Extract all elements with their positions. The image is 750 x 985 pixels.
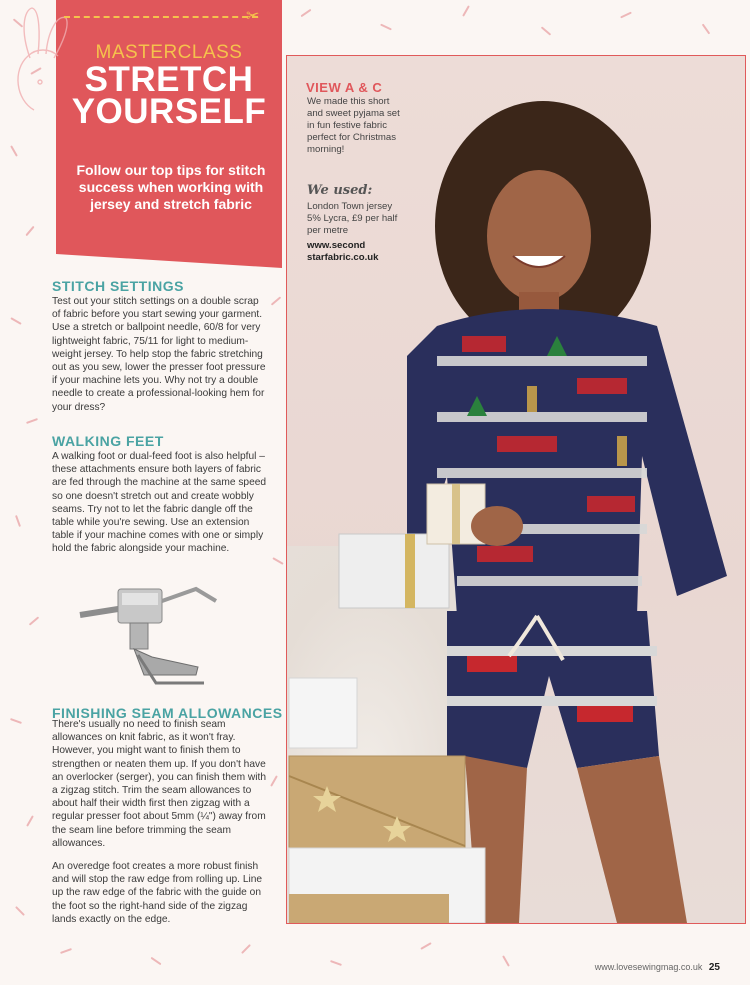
scissors-icon: ✂ [246,8,260,25]
caption-title: VIEW A & C [306,80,383,95]
page-title [56,60,282,131]
section-title-stitch-settings: STITCH SETTINGS [52,278,184,294]
title-line-1: STRETCH [84,60,254,99]
walking-foot-image [78,575,228,690]
page-footer [595,962,720,973]
kicker-label: MASTERCLASS [95,42,243,63]
page-number: 25 [708,962,720,973]
subtitle: Follow our top tips for stitch success when working with jersey and stretch fabric [76,162,266,212]
section-text-walking-feet: A walking foot or dual-feed foot is also helpful – these attachments ensure both layers of fabric are fed through the machine at the same speed so one doesn't stretch out and create wobbly seams. Try not to let the fabric dangle off the table while you're sewing. Use an extension table if your machine comes with one or simply hold the fabric alongside your machine. [52,451,267,555]
section-title-finishing: FINISHING SEAM ALLOWANCES [52,705,283,721]
header-banner [56,0,282,254]
title-line-2: YOURSELF [71,92,267,131]
stitch-line-decoration [64,16,258,18]
supplier-link[interactable]: www.second starfabric.co.uk [307,240,379,263]
footer-url[interactable]: www.lovesewingmag.co.uk [594,962,703,972]
section-text-finishing: There's usually no need to finish seam allowances on knit fabric, as it won't fray. However, you might want to finish them to strengthen or neaten them up. If you don't have an overlocker (serger), you can finish them with a zigzag stitch. Trim the seam allowances to about half their width first then zigzag with a regular presser foot about 5mm (¼") away from the seam line before trimming the seam allowances. [52,719,267,849]
section-title-walking-feet: WALKING FEET [52,433,164,449]
section-text-finishing-2: An overedge foot creates a more robust finish and will stop the raw edge from rolling up. Line up the raw edge of the fabric with the guide on the foot so the right-hand side of the zigzag lands exactly on the edge. [52,861,263,925]
we-used-title: We used: [307,183,373,198]
section-text-stitch-settings: Test out your stitch settings on a double scrap of fabric before you start sewing your garment. Use a stretch or ballpoint needle, 60/8 for very lightweight fabric, 75/11 for light to medium-weight jersey. To help stop the fabric stretching out as you sew, lower the presser foot pressure if your machine lets you. Why not try a double needle to create a professional-looking hem for your dress? [52,296,266,413]
caption-text: We made this short and sweet pyjama set in fun festive fabric perfect for Christmas morning! [307,96,400,155]
we-used-text: London Town jersey 5% Lycra, £9 per half per metre [307,201,398,236]
